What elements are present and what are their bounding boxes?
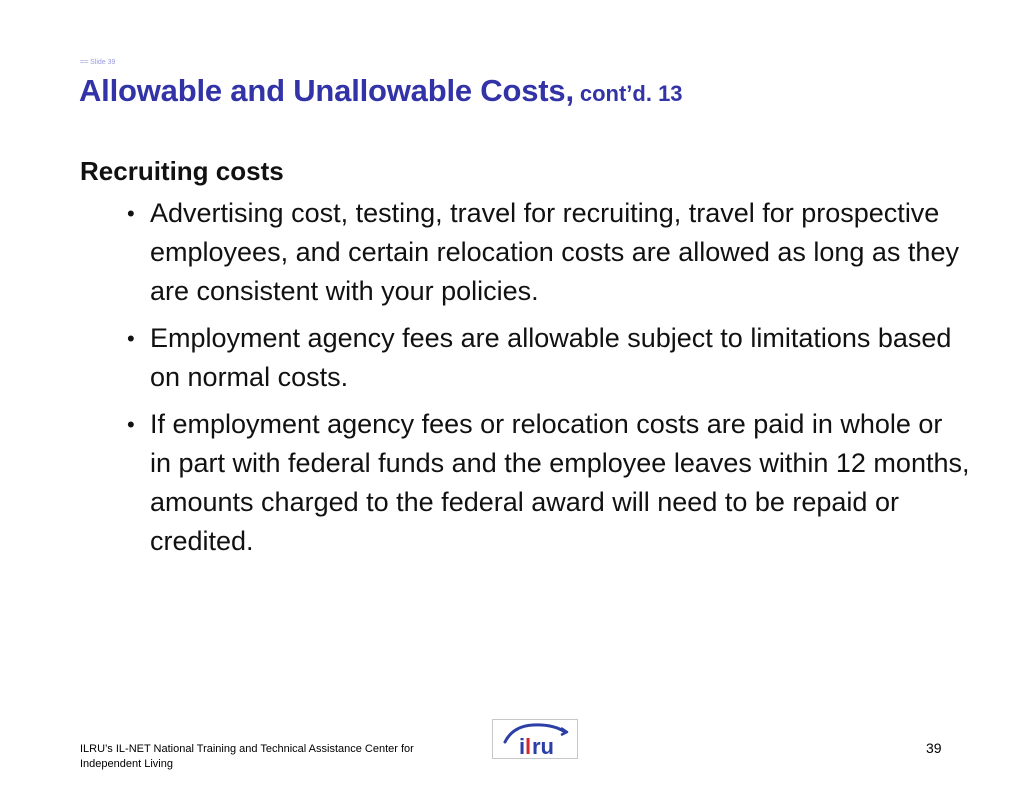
- slide-tag: == Slide 39: [80, 59, 116, 66]
- bullet-icon: •: [127, 201, 135, 226]
- ilru-logo-icon: [492, 719, 578, 759]
- bullet-icon: •: [127, 412, 135, 437]
- footer-organization: ILRU’s IL-NET National Training and Technical Assistance Center for Independent Living: [80, 743, 414, 770]
- page-number: 39: [926, 740, 942, 756]
- bullet-item: [80, 319, 970, 397]
- svg-text:i: i: [519, 734, 526, 758]
- title-main: Allowable and Unallowable Costs,: [79, 73, 574, 108]
- bullet-text: Employment agency fees are allowable subject to limitations based on normal costs.: [150, 323, 952, 392]
- bullet-text: If employment agency fees or relocation costs are paid in whole or in part with federal funds and the employee leaves within 12 months, amounts charged to the federal award will need to be repaid or credited.: [150, 409, 970, 556]
- section-heading: Recruiting costs: [80, 156, 284, 186]
- bullet-icon: •: [127, 326, 135, 351]
- slide-content: [80, 152, 970, 569]
- svg-text:l: l: [525, 734, 532, 758]
- bullet-item: [80, 194, 970, 311]
- bullet-list: [80, 194, 970, 561]
- svg-text:ru: ru: [532, 734, 554, 758]
- title-continued: cont’d. 13: [579, 81, 683, 106]
- slide-title: [79, 70, 683, 114]
- bullet-item: [80, 405, 970, 561]
- bullet-text: Advertising cost, testing, travel for recruiting, travel for prospective employees, and certain relocation costs are allowed as long as they are consistent with your policies.: [150, 198, 959, 306]
